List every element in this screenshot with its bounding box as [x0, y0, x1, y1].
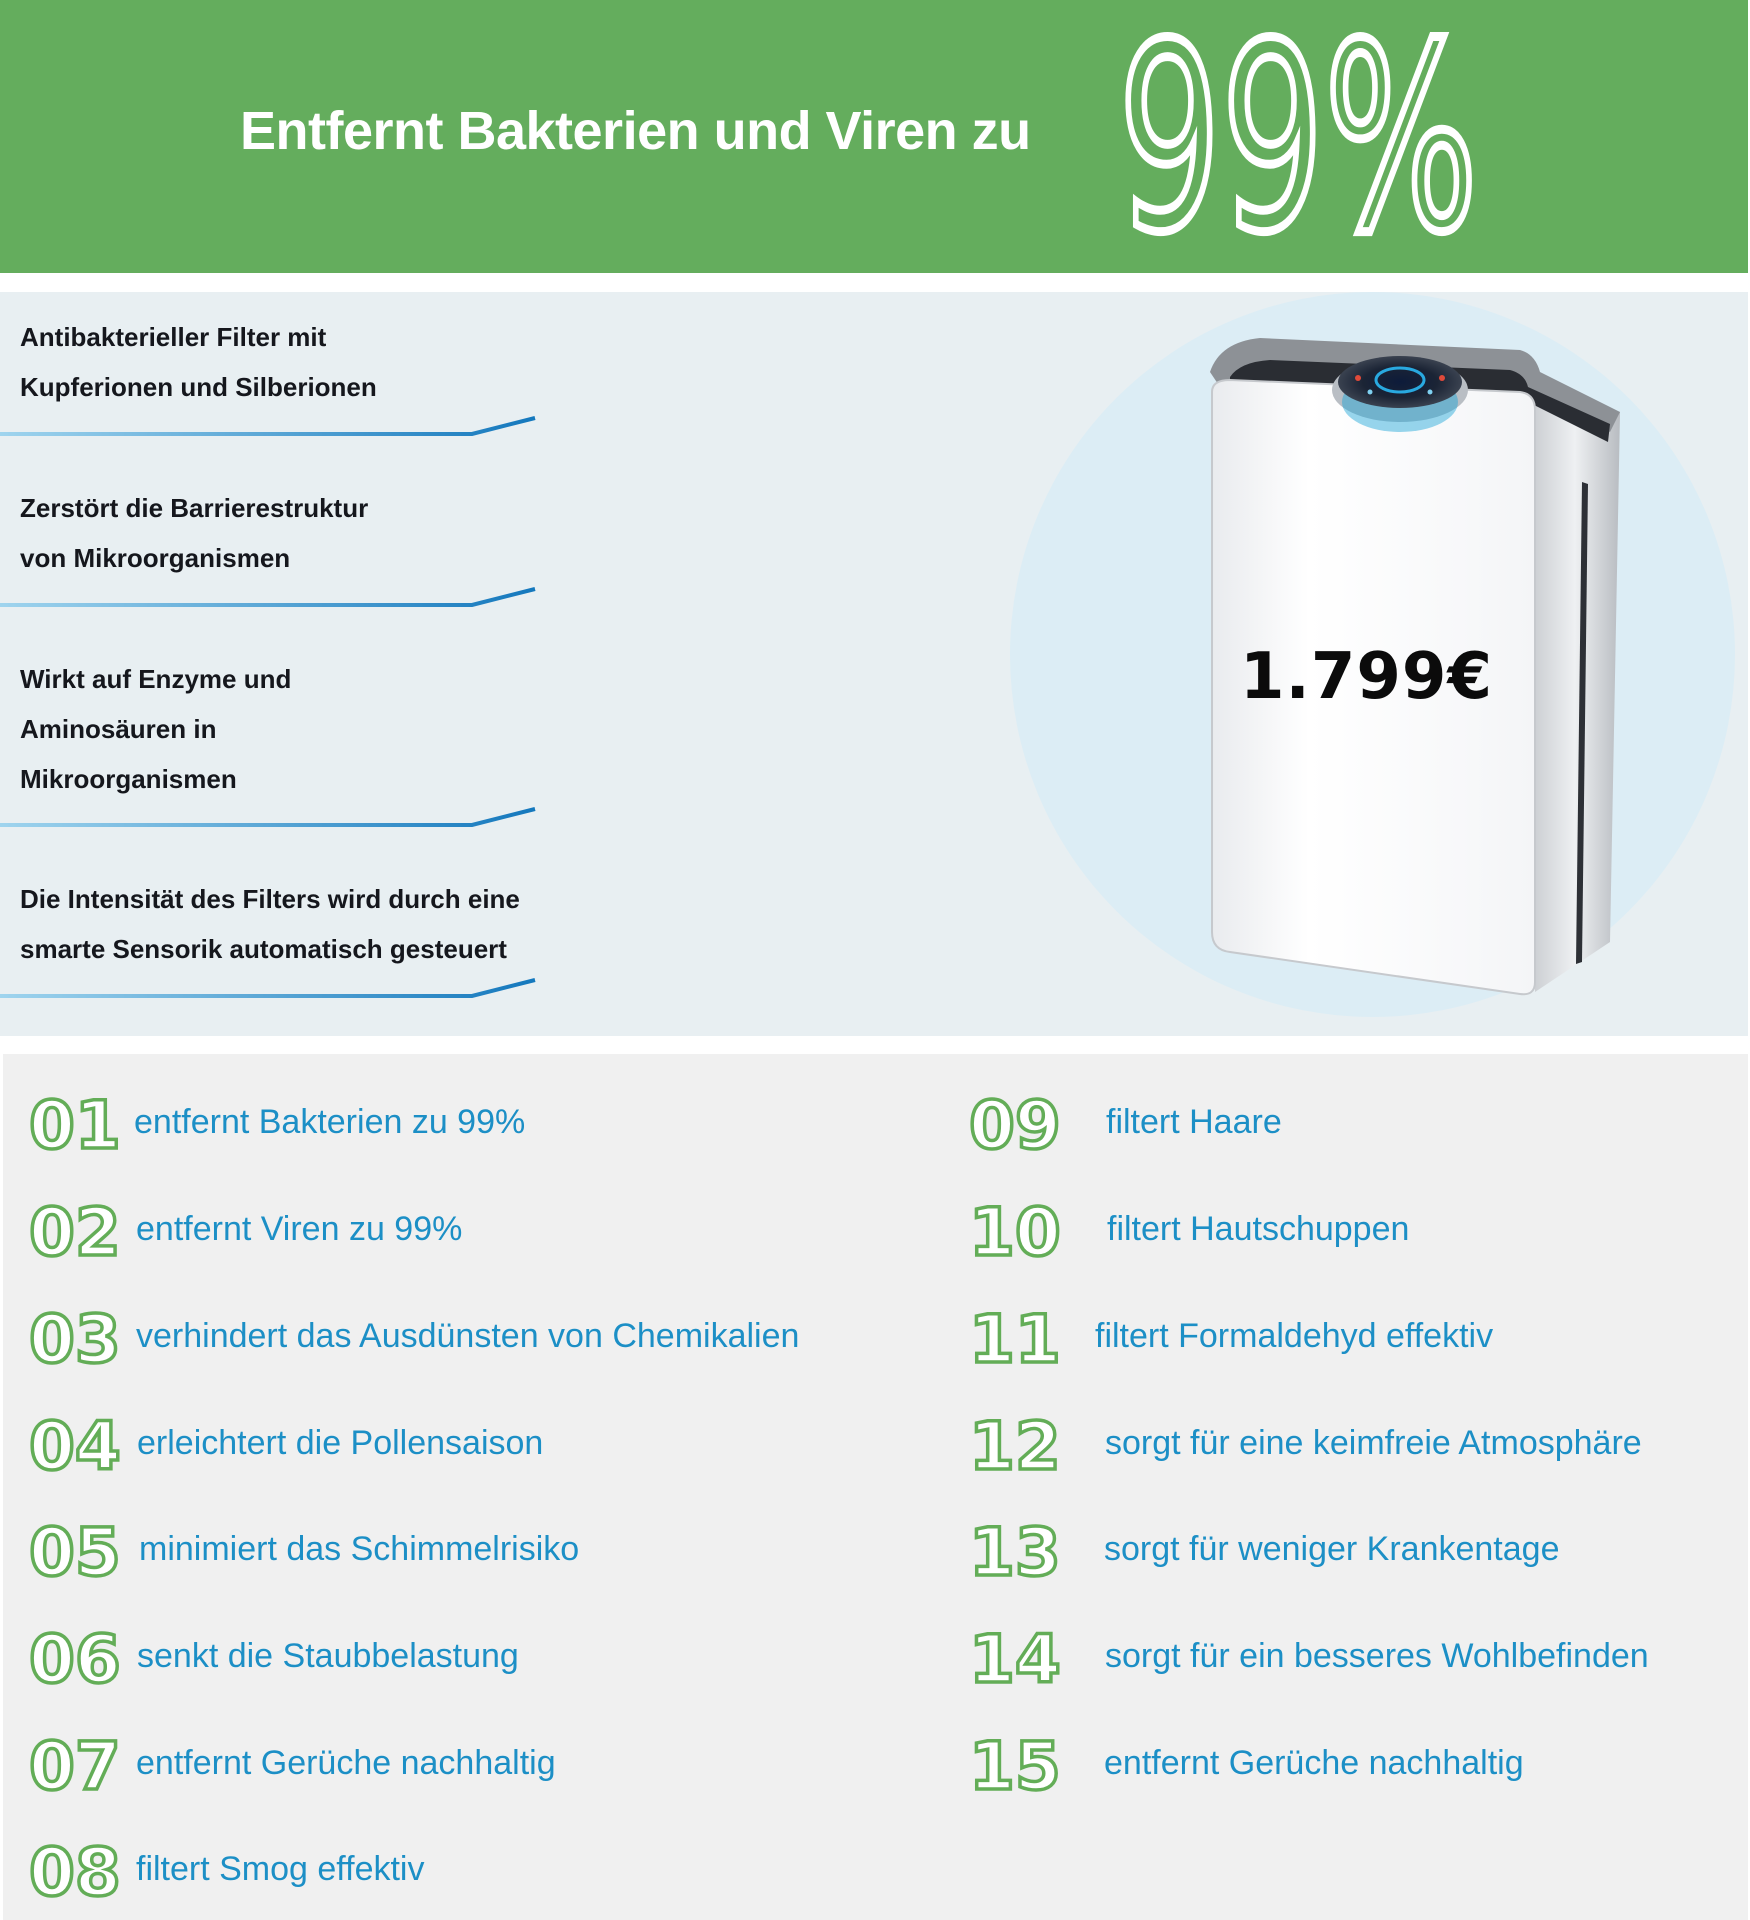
benefit-number [27, 1509, 127, 1589]
feature-text: Zerstört die Barrierestruktur von Mikroorganismen [20, 493, 369, 573]
svg-text:12: 12 [969, 1408, 1061, 1485]
svg-text:10: 10 [969, 1194, 1061, 1271]
svg-text:06: 06 [29, 1621, 121, 1698]
svg-text:15: 15 [969, 1728, 1061, 1805]
feature-item [20, 654, 580, 804]
benefits-list [3, 1054, 1748, 1920]
benefit-text: filtert Hautschuppen [1107, 1210, 1410, 1248]
benefit-number [967, 1723, 1067, 1803]
svg-text:04: 04 [29, 1408, 121, 1485]
svg-text:03: 03 [29, 1301, 121, 1378]
benefit-number [967, 1403, 1067, 1483]
header-banner [0, 0, 1748, 289]
benefit-number [27, 1616, 127, 1696]
svg-text:13: 13 [969, 1514, 1061, 1591]
benefit-text: minimiert das Schimmelrisiko [139, 1530, 580, 1568]
benefit-number [967, 1296, 1067, 1376]
benefit-text: erleichtert die Pollensaison [137, 1424, 544, 1462]
benefit-number [27, 1189, 127, 1269]
svg-text:02: 02 [29, 1194, 121, 1271]
benefit-number [967, 1082, 1067, 1162]
benefit-text: entfernt Gerüche nachhaltig [136, 1744, 556, 1782]
benefit-text: filtert Haare [1106, 1103, 1282, 1141]
benefit-text: entfernt Viren zu 99% [136, 1210, 463, 1248]
header-title: Entfernt Bakterien und Viren zu [240, 101, 1031, 161]
benefit-number [27, 1296, 127, 1376]
feature-text: Die Intensität des Filters wird durch eine smarte Sensorik automatisch gesteuert [20, 884, 520, 964]
benefit-text: filtert Smog effektiv [136, 1850, 425, 1888]
feature-item [20, 483, 580, 583]
benefit-number [27, 1723, 127, 1803]
benefit-number [27, 1082, 127, 1162]
feature-text: Wirkt auf Enzyme und Aminosäuren in Mikroorganismen [20, 664, 292, 794]
benefit-number [967, 1189, 1067, 1269]
feature-divider [0, 414, 540, 438]
svg-text:05: 05 [29, 1514, 121, 1591]
benefit-number [27, 1403, 127, 1483]
feature-text: Antibakterieller Filter mit Kupferionen und Silberionen [20, 322, 377, 402]
benefit-text: filtert Formaldehyd effektiv [1095, 1317, 1494, 1355]
svg-text:08: 08 [29, 1834, 121, 1911]
svg-text:01: 01 [29, 1087, 121, 1164]
benefit-text: entfernt Gerüche nachhaltig [1104, 1744, 1524, 1782]
benefit-text: senkt die Staubbelastung [137, 1637, 519, 1675]
feature-item [20, 312, 580, 412]
feature-section [0, 292, 1748, 1036]
percent-headline [1118, 0, 1478, 289]
price-label: 1.799€ [1240, 640, 1493, 714]
benefit-number [967, 1509, 1067, 1589]
svg-text:14: 14 [969, 1621, 1061, 1698]
feature-item [20, 874, 580, 974]
benefit-text: entfernt Bakterien zu 99% [134, 1103, 526, 1141]
svg-text:09: 09 [969, 1087, 1061, 1164]
feature-divider [0, 585, 540, 609]
feature-divider [0, 976, 540, 1000]
feature-divider [0, 805, 540, 829]
benefit-text: sorgt für eine keimfreie Atmosphäre [1105, 1424, 1642, 1462]
benefit-text: sorgt für ein besseres Wohlbefinden [1105, 1637, 1649, 1675]
benefit-number [27, 1829, 127, 1909]
svg-text:11: 11 [969, 1301, 1061, 1378]
benefit-number [967, 1616, 1067, 1696]
percent-value: 99% [1118, 0, 1478, 289]
benefit-text: sorgt für weniger Krankentage [1104, 1530, 1560, 1568]
svg-text:07: 07 [29, 1728, 121, 1805]
benefit-text: verhindert das Ausdünsten von Chemikalien [136, 1317, 800, 1355]
